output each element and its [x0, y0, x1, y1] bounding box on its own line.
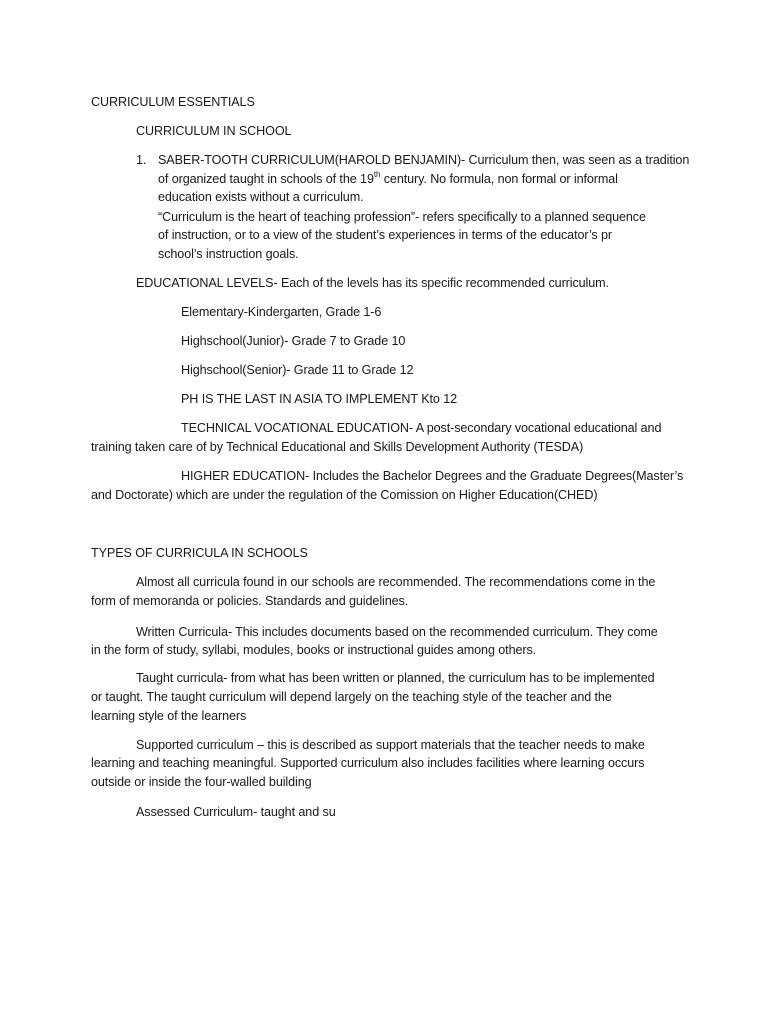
paragraph-line: EDUCATIONAL LEVELS- Each of the levels has its specific recommended curriculum. [136, 276, 609, 290]
level-item: Elementary-Kindergarten, Grade 1-6 [181, 305, 382, 319]
section-heading: TYPES OF CURRICULA IN SCHOOLS [91, 546, 308, 560]
paragraph-line: or taught. The taught curriculum will depend largely on the teaching style of the teacher and the [91, 690, 612, 704]
list-item-line: school’s instruction goals. [158, 247, 299, 261]
list-number: 1. [136, 153, 147, 167]
list-item-line: “Curriculum is the heart of teaching profession”- refers specifically to a planned sequence [158, 210, 646, 224]
list-item-line: of instruction, or to a view of the student’s experiences in terms of the educator’s pr [158, 228, 613, 242]
paragraph-line: HIGHER EDUCATION- Includes the Bachelor Degrees and the Graduate Degrees(Master’s [181, 469, 684, 483]
paragraph-line: in the form of study, syllabi, modules, books or instructional guides among others. [91, 643, 537, 657]
paragraph-line: and Doctorate) which are under the regulation of the Comission on Higher Education(CHED) [91, 488, 598, 502]
list-item-line: SABER-TOOTH CURRICULUM(HAROLD BENJAMIN)- Curriculum then, was seen as a tradition [158, 153, 690, 167]
paragraph-line: Written Curricula- This includes documents based on the recommended curriculum. They come [136, 625, 658, 639]
level-note: PH IS THE LAST IN ASIA TO IMPLEMENT Kto 12 [181, 392, 458, 406]
level-item: Highschool(Senior)- Grade 11 to Grade 12 [181, 363, 414, 377]
list-item-line: of organized taught in schools of the 19th century. No formula, non formal or informal [158, 169, 618, 186]
paragraph-line: Almost all curricula found in our schools are recommended. The recommendations come in the [136, 575, 656, 589]
paragraph-line: TECHNICAL VOCATIONAL EDUCATION- A post-secondary vocational educational and [181, 421, 662, 435]
section-subtitle: CURRICULUM IN SCHOOL [136, 124, 292, 138]
paragraph-line: learning and teaching meaningful. Supported curriculum also includes facilities where learning occurs [91, 756, 645, 770]
paragraph-line: Taught curricula- from what has been written or planned, the curriculum has to be implemented [136, 671, 655, 685]
paragraph-line: training taken care of by Technical Educational and Skills Development Authority (TESDA) [91, 440, 584, 454]
paragraph-line: outside or inside the four-walled building [91, 775, 312, 789]
list-item-line: education exists without a curriculum. [158, 190, 364, 204]
level-item: Highschool(Junior)- Grade 7 to Grade 10 [181, 334, 406, 348]
paragraph-line: Supported curriculum – this is described as support materials that the teacher needs to make [136, 738, 645, 752]
paragraph-line: form of memoranda or policies. Standards and guidelines. [91, 594, 409, 608]
paragraph-line: learning style of the learners [91, 709, 247, 723]
paragraph-line: Assessed Curriculum- taught and su [136, 805, 336, 819]
document-title: CURRICULUM ESSENTIALS [91, 95, 255, 109]
